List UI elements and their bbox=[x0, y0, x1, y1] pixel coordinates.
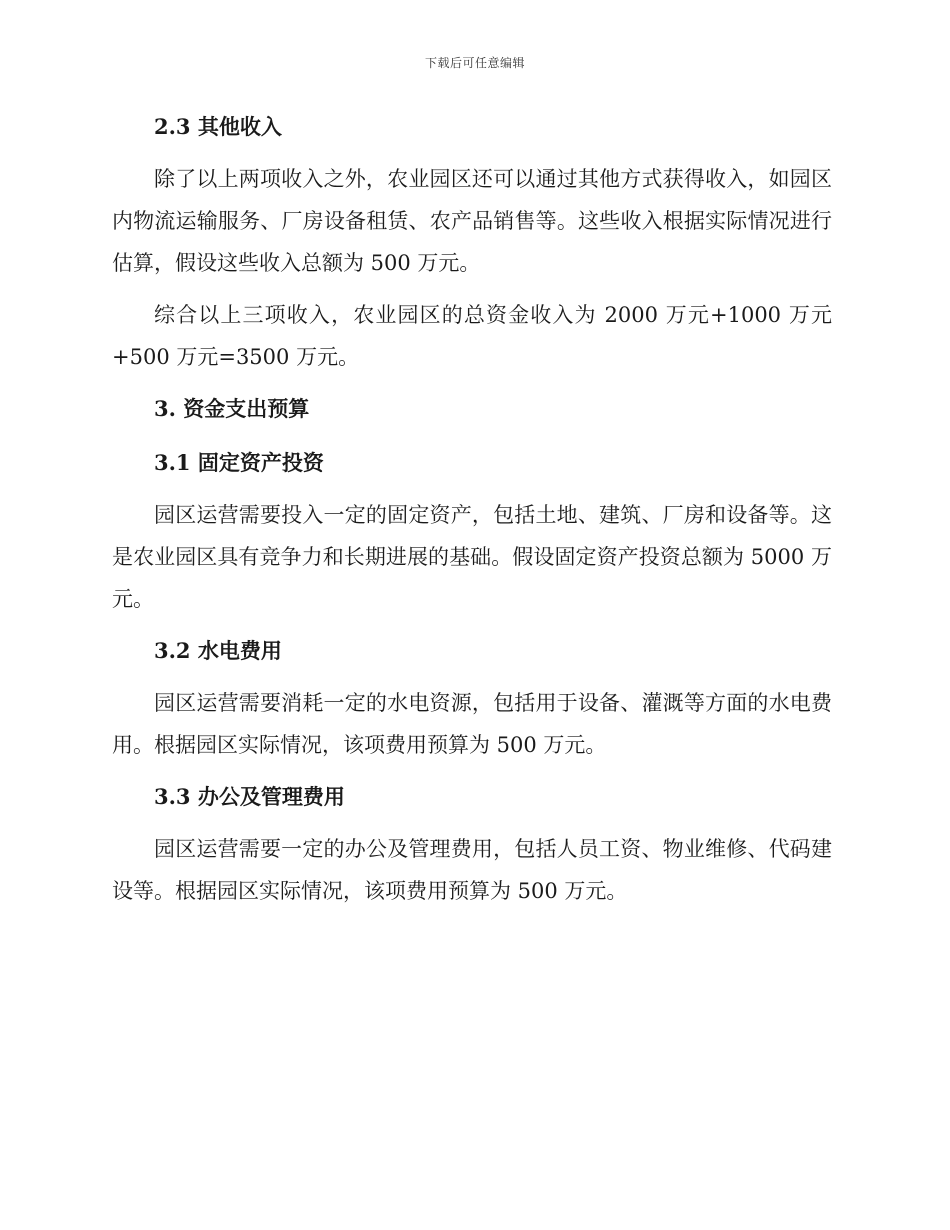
paragraph-3-2: 园区运营需要消耗一定的水电资源，包括用于设备、灌溉等方面的水电费用。根据园区实际情况，该项费用预算为 500 万元。 bbox=[112, 691, 832, 757]
heading-3-1: 3.1 固定资产投资 bbox=[154, 450, 324, 475]
paragraph-3-1: 园区运营需要投入一定的固定资产，包括土地、建筑、厂房和设备等。这是农业园区具有竞争力和长期进展的基础。假设固定资产投资总额为 5000 万元。 bbox=[112, 503, 832, 611]
heading-3: 3. 资金支出预算 bbox=[154, 396, 310, 421]
document-body bbox=[112, 104, 832, 912]
paragraph-3-3: 园区运营需要一定的办公及管理费用，包括人员工资、物业维修、代码建设等。根据园区实际情况，该项费用预算为 500 万元。 bbox=[112, 837, 832, 903]
paragraph-2-3-a: 除了以上两项收入之外，农业园区还可以通过其他方式获得收入，如园区内物流运输服务、厂房设备租赁、农产品销售等。这些收入根据实际情况进行估算，假设这些收入总额为 500 万元。 bbox=[112, 167, 832, 275]
heading-3-2: 3.2 水电费用 bbox=[154, 638, 282, 663]
heading-3-3: 3.3 办公及管理费用 bbox=[154, 784, 345, 809]
heading-2-3: 2.3 其他收入 bbox=[154, 114, 282, 139]
paragraph-2-3-b: 综合以上三项收入，农业园区的总资金收入为 2000 万元+1000 万元+500 万元=3500 万元。 bbox=[112, 303, 832, 369]
header-note: 下载后可任意编辑 bbox=[424, 56, 525, 70]
